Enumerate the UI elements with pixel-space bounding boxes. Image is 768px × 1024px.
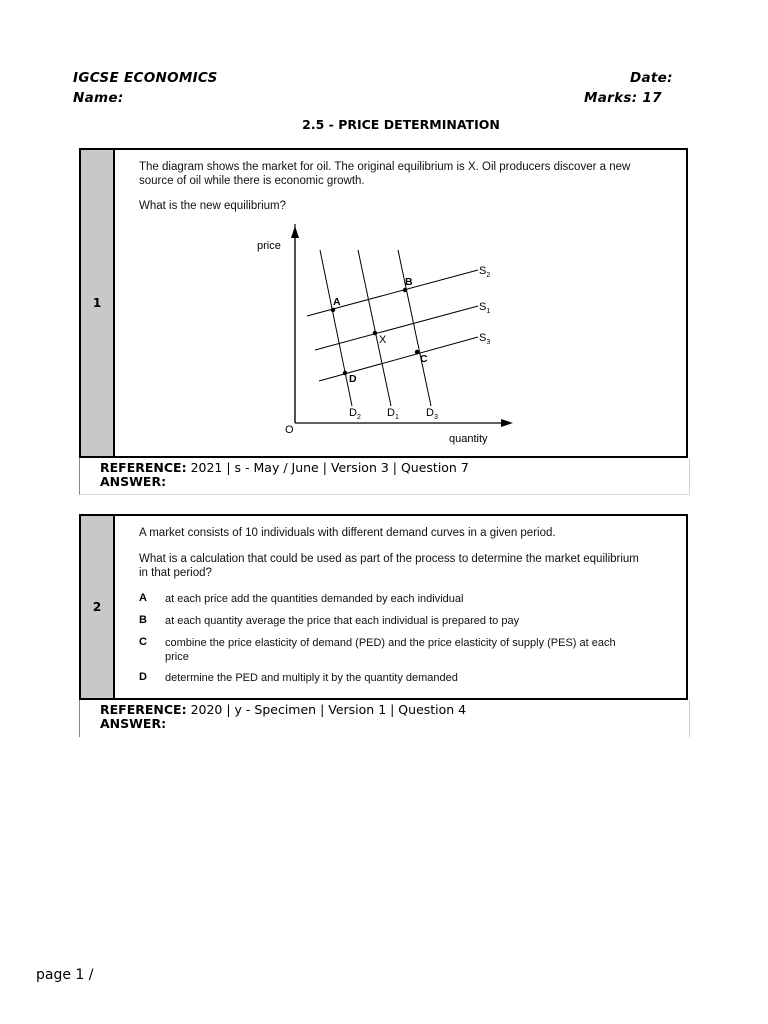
point-b-dot: [403, 288, 407, 292]
question-2-box: [79, 514, 688, 700]
page-title: 2.5 - PRICE DETERMINATION: [302, 117, 500, 132]
question-1-reference: [79, 458, 690, 495]
option-a-letter: A: [139, 592, 147, 604]
option-b-letter: B: [139, 614, 147, 626]
demand-curve-d2: [320, 250, 352, 406]
subject-heading: IGCSE ECONOMICS: [73, 70, 218, 86]
demand-label-d2: $D_2$: [349, 407, 361, 421]
reference-label: REFERENCE:: [100, 460, 187, 475]
answer-label: ANSWER:: [100, 716, 167, 731]
option-d-letter: D: [139, 671, 147, 683]
reference-label: REFERENCE:: [100, 702, 187, 717]
reference-value: 2021 | s - May / June | Version 3 | Question 7: [190, 460, 469, 475]
supply-label-s2: $S_2$: [479, 265, 491, 279]
option-c-text-line2: price: [165, 651, 189, 663]
demand-label-d1: $D_1$: [387, 407, 399, 421]
question-2-text: A market consists of 10 individuals with different demand curves in a given period.: [139, 527, 556, 539]
point-d-label: D: [349, 373, 357, 385]
point-b-label: B: [405, 276, 413, 288]
demand-label-d3: $D_3$: [426, 407, 438, 421]
question-1-content: [115, 150, 686, 456]
option-b-text: at each quantity average the price that each individual is prepared to pay: [165, 615, 520, 627]
name-label: Name:: [73, 90, 124, 106]
y-axis-label: price: [257, 240, 281, 252]
question-2-prompt-line2: in that period?: [139, 567, 212, 579]
question-1-number: 1: [81, 150, 115, 456]
point-d-dot: [343, 371, 347, 375]
origin-label: O: [285, 424, 294, 436]
option-a-text: at each price add the quantities demanded by each individual: [165, 593, 464, 605]
question-2-content: [115, 516, 686, 698]
demand-curve-d3: [398, 250, 431, 406]
point-a-dot: [331, 308, 335, 312]
x-axis-arrow: [501, 419, 513, 427]
point-c-dot: [415, 350, 419, 354]
marks-label: Marks: 17: [584, 90, 662, 106]
question-1-prompt: What is the new equilibrium?: [139, 200, 287, 212]
point-a-label: A: [333, 296, 341, 308]
x-axis-label: quantity: [449, 433, 488, 445]
reference-value: 2020 | y - Specimen | Version 1 | Question 4: [190, 702, 467, 717]
supply-demand-diagram: [245, 224, 665, 454]
option-d-text: determine the PED and multiply it by the quantity demanded: [165, 672, 458, 684]
page-footer: page 1 /: [36, 967, 94, 983]
point-x-dot: [373, 331, 377, 335]
option-c-text-line1: combine the price elasticity of demand (PED) and the price elasticity of supply (PES) at each: [165, 637, 616, 649]
answer-label: ANSWER:: [100, 474, 167, 489]
demand-curve-d1: [358, 250, 391, 406]
y-axis-arrow: [291, 226, 299, 238]
point-c-label: C: [420, 353, 428, 365]
supply-label-s1: $S_1$: [479, 301, 491, 315]
question-2-reference: [79, 700, 690, 737]
date-label: Date:: [630, 70, 673, 86]
point-x-label: X: [379, 334, 387, 346]
supply-label-s3: $S_3$: [479, 332, 491, 346]
question-1-text-line1: The diagram shows the market for oil. The original equilibrium is X. Oil producers discover a new: [139, 161, 631, 173]
question-1-box: [79, 148, 688, 458]
option-c-letter: C: [139, 636, 147, 648]
question-2-prompt-line1: What is a calculation that could be used as part of the process to determine the market equilibrium: [139, 553, 639, 565]
question-1-text-line2: source of oil while there is economic growth.: [139, 175, 365, 187]
question-2-number: 2: [81, 516, 115, 698]
